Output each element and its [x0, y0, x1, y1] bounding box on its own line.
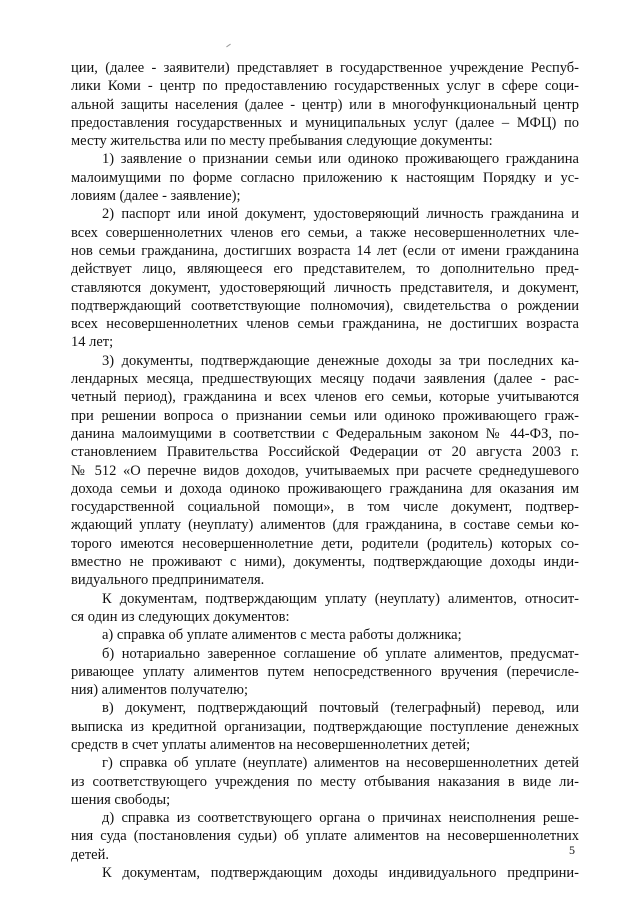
text-line: ждающий уплату (неуплату) алиментов (для гражданина, в составе семьи ко-	[71, 517, 579, 534]
text-line: ставляются документ, удостоверяющий личность представителя, и документ,	[71, 279, 579, 296]
text-line: д) справка из соответствующего органа о причинах неисполнения реше-	[102, 810, 579, 827]
text-line: лендарных месяца, предшествующих месяцу подачи заявления (далее - рас-	[71, 371, 579, 388]
text-line: подтверждающий соответствующие полномочия), свидетельства о рождении	[71, 297, 579, 314]
text-line: четный период), гражданина и всех членов его семьи, которые учитываются	[71, 389, 579, 406]
text-line: дохода семьи и дохода одиноко проживающего гражданина для оказания им	[71, 480, 579, 497]
text-line: ловиям (далее - заявление);	[71, 188, 241, 205]
text-line: 1) заявление о признании семьи или одиноко проживающего гражданина	[102, 151, 579, 168]
text-line: ся один из следующих документов:	[71, 608, 290, 625]
text-line: шения свободы;	[71, 791, 171, 808]
text-line: 2) паспорт или иной документ, удостоверяющий личность гражданина и	[102, 206, 579, 223]
text-line: предоставления государственных и муниципальных услуг (далее – МФЦ) по	[71, 114, 579, 131]
text-line: данина малоимущими в соответствии с Федеральным законом № 44-ФЗ, по-	[71, 425, 579, 442]
text-line: ривающее уплату алиментов путем непосредственного вручения (перечисле-	[71, 663, 579, 680]
page-number: 5	[569, 843, 575, 857]
text-line: ния суда (постановления судьи) об уплате алиментов на несовершеннолетних	[71, 828, 579, 845]
text-line: всех несовершеннолетних членов семьи гражданина, не достигших возраста	[71, 316, 579, 333]
scan-artifact-mark	[226, 44, 231, 48]
text-line: в) документ, подтверждающий почтовый (телеграфный) перевод, или	[102, 700, 579, 717]
text-line: № 512 «О перечне видов доходов, учитываемых при расчете среднедушевого	[71, 462, 579, 479]
text-line: выписка из кредитной организации, подтверждающие поступление денежных	[71, 718, 579, 735]
text-line: К документам, подтверждающим доходы индивидуального предприни-	[102, 865, 579, 882]
document-body-text	[71, 59, 579, 882]
text-line: лики Коми - центр по предоставлению государственных услуг в сфере соци-	[71, 78, 579, 95]
text-line: при решении вопроса о признании семьи или одиноко проживающего граж-	[71, 407, 579, 424]
text-line: б) нотариально заверенное соглашение об уплате алиментов, предусмат-	[102, 645, 579, 662]
text-line: государственной социальной помощи», в том числе документ, подтвер-	[71, 499, 579, 516]
text-line: вместно не проживают с ними), документы, подтверждающие доходы инди-	[71, 554, 579, 571]
text-line: месту жительства или по месту пребывания следующие документы:	[71, 133, 493, 150]
text-line: из соответствующего учреждения по месту отбывания наказания в виде ли-	[71, 773, 579, 790]
text-line: К документам, подтверждающим уплату (неуплату) алиментов, относит-	[102, 590, 579, 607]
text-line: всех совершеннолетних членов его семьи, а также несовершеннолетних чле-	[71, 224, 579, 241]
text-line: малоимущими по форме согласно приложению к настоящим Порядку и ус-	[71, 169, 579, 186]
text-line: средств в счет уплаты алиментов на несовершеннолетних детей;	[71, 736, 471, 753]
text-line: действует лицо, являющееся его представителем, то дополнительно пред-	[71, 261, 579, 278]
text-line: детей.	[71, 846, 109, 863]
text-line: ции, (далее - заявители) представляет в государственное учреждение Респуб-	[71, 60, 579, 76]
text-line: альной защиты населения (далее - центр) или в многофункциональный центр	[71, 96, 579, 113]
text-line: 3) документы, подтверждающие денежные доходы за три последних ка-	[102, 352, 579, 369]
text-line: становлением Правительства Российской Федерации от 20 августа 2003 г.	[71, 444, 579, 461]
text-line: видуального предпринимателя.	[71, 572, 265, 589]
text-line: г) справка об уплате (неуплате) алиментов на несовершеннолетних детей	[102, 755, 579, 772]
text-line: 14 лет;	[71, 334, 114, 351]
text-line: а) справка об уплате алиментов с места работы должника;	[102, 627, 462, 644]
text-line: нов семьи гражданина, достигших возраста 14 лет (если от имени гражданина	[71, 242, 579, 259]
text-line: торого имеются несовершеннолетние дети, родители (родитель) которых со-	[71, 535, 579, 552]
text-line: ния) алиментов получателю;	[71, 682, 248, 699]
